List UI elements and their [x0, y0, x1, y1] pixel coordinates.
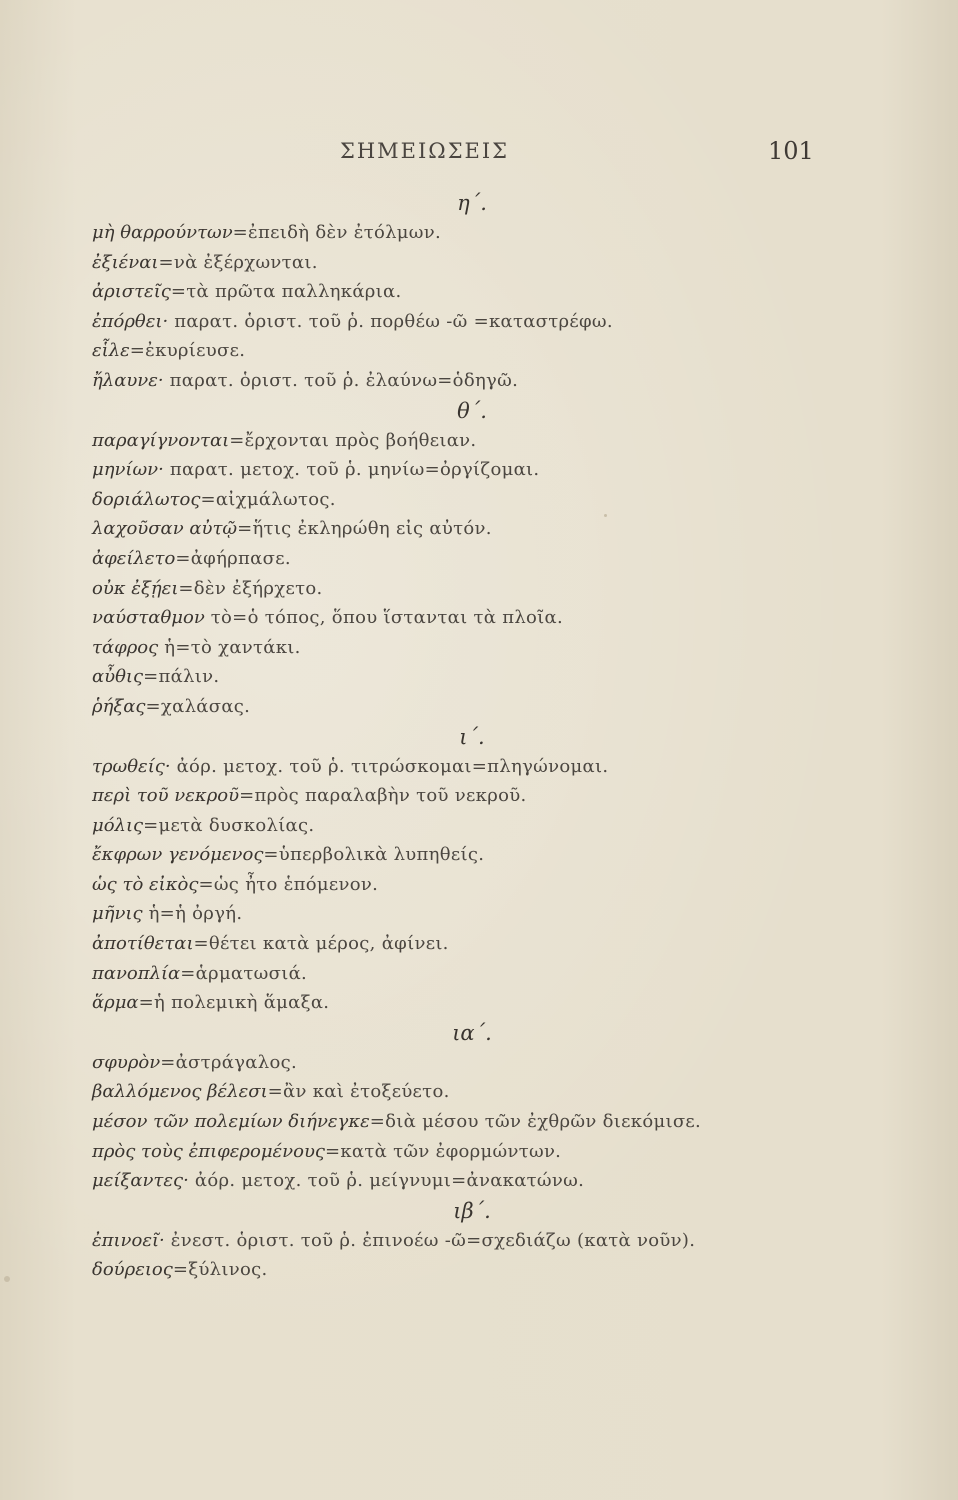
gloss-entry: [92, 1107, 852, 1137]
entry-lemma: ναύσταθμον: [92, 607, 205, 629]
gloss-entry: [92, 485, 852, 515]
gloss-entry: [92, 781, 852, 811]
gloss-entry: [92, 692, 852, 722]
entry-gloss: =χαλάσας.: [145, 695, 251, 717]
entry-lemma: περὶ τοῦ νεκροῦ: [92, 785, 240, 807]
page-number: 101: [768, 137, 814, 165]
section-heading: ι΄.: [459, 724, 485, 749]
entry-gloss: =ἂν καὶ ἐτοξεύετο.: [267, 1081, 450, 1103]
entry-gloss: τὸ=ὁ τόπος, ὅπου ἵστανται τὰ πλοῖα.: [204, 607, 564, 629]
paper-spot: [4, 1276, 10, 1282]
gloss-entry: [92, 899, 852, 929]
entry-lemma: σφυρὸν: [92, 1051, 161, 1073]
page-header: [0, 135, 958, 175]
entry-gloss: ἀόρ. μετοχ. τοῦ ῥ. μείγνυμι=ἀνακατώνω.: [188, 1170, 585, 1192]
gloss-entry: [92, 544, 852, 574]
entry-lemma: ὡς τὸ εἰκὸς: [92, 873, 199, 895]
entry-gloss: =ἔρχονται πρὸς βοήθειαν.: [229, 429, 477, 451]
section-heading: η΄.: [457, 191, 487, 215]
gloss-entry: [92, 1048, 852, 1078]
entry-lemma: οὐκ ἐξῄει: [92, 577, 179, 599]
running-head: ΣΗΜΕΙΩΣΕΙΣ: [340, 139, 510, 163]
gloss-entry: [92, 1166, 852, 1196]
entry-gloss: =ἥτις ἐκληρώθη εἰς αὐτόν.: [237, 518, 492, 540]
gloss-entry: [92, 840, 852, 870]
entry-gloss: =μετὰ δυσκολίας.: [143, 814, 315, 836]
entry-gloss: =ἀφήρπασε.: [175, 547, 291, 569]
entry-gloss: =κατὰ τῶν ἐφορμώντων.: [324, 1140, 562, 1162]
entry-lemma: πρὸς τοὺς ἐπιφερομένους: [92, 1140, 325, 1162]
entry-gloss: παρατ. μετοχ. τοῦ ῥ. μηνίω=ὀργίζομαι.: [163, 459, 540, 481]
entry-lemma: ἀφείλετο: [92, 547, 176, 569]
entry-gloss: =ἀστράγαλος.: [160, 1051, 297, 1073]
entry-lemma: ἀποτίθεται: [92, 933, 194, 955]
entry-gloss: =δὲν ἐξήρχετο.: [178, 577, 323, 599]
entry-gloss: ἡ=ἡ ὀργή.: [142, 903, 243, 925]
entry-lemma: ἐπόρθει·: [92, 310, 169, 332]
gloss-entry: [92, 811, 852, 841]
entry-lemma: ἐξιέναι: [92, 251, 159, 273]
gloss-entry: [92, 277, 852, 307]
entry-lemma: μείξαντες·: [92, 1170, 189, 1192]
entry-lemma: ἐπινοεῖ·: [92, 1229, 165, 1251]
gloss-entry: [92, 426, 852, 456]
entry-lemma: τάφρος: [92, 636, 159, 658]
entry-lemma: μὴ θαρρούντων: [92, 222, 233, 243]
gloss-entry: [92, 1226, 852, 1256]
gloss-entry: [92, 1077, 852, 1107]
gloss-entry: [92, 662, 852, 692]
entry-lemma: δοριάλωτος: [92, 488, 201, 510]
entry-lemma: ἀριστεῖς: [92, 281, 171, 303]
entry-gloss: =πρὸς παραλαβὴν τοῦ νεκροῦ.: [239, 785, 527, 807]
gloss-entry: [92, 514, 852, 544]
entry-gloss: παρατ. ὁριστ. τοῦ ῥ. πορθέω -ῶ =καταστρέφω.: [168, 310, 613, 332]
entry-lemma: ἤλαυνε·: [92, 369, 164, 391]
entry-lemma: μηνίων·: [92, 459, 164, 481]
entry-gloss: =ἐπειδὴ δὲν ἐτόλμων.: [232, 222, 442, 243]
entry-lemma: μόλις: [92, 814, 144, 836]
entry-gloss: ἀόρ. μετοχ. τοῦ ῥ. τιτρώσκομαι=πληγώνομαι.: [170, 755, 609, 777]
entry-lemma: λαχοῦσαν αὐτῷ: [92, 518, 238, 540]
paper-spot: [604, 514, 607, 517]
entry-gloss: =ὑπερβολικὰ λυπηθείς.: [263, 844, 485, 866]
entry-gloss: =θέτει κατὰ μέρος, ἀφίνει.: [193, 933, 449, 955]
entry-gloss: =διὰ μέσου τῶν ἐχθρῶν διεκόμισε.: [369, 1111, 702, 1133]
entry-gloss: =ἁρματωσιά.: [180, 962, 308, 984]
gloss-entry: [92, 870, 852, 900]
entry-lemma: μῆνις: [92, 903, 143, 925]
gloss-entry: [92, 752, 852, 782]
entry-lemma: παραγίγνονται: [92, 429, 230, 451]
entry-gloss: ἡ=τὸ χαντάκι.: [158, 636, 301, 658]
entry-gloss: =ἡ πολεμικὴ ἅμαξα.: [138, 992, 330, 1014]
entry-gloss: παρατ. ὁριστ. τοῦ ῥ. ἐλαύνω=ὁδηγῶ.: [163, 369, 519, 391]
entry-lemma: ἅρμα: [92, 992, 139, 1014]
entry-lemma: βαλλόμενος βέλεσι: [92, 1081, 268, 1103]
gloss-entry: [92, 603, 852, 633]
gloss-entry: [92, 307, 852, 337]
section-heading: ιβ΄.: [453, 1198, 491, 1223]
notes-body: [92, 188, 852, 1285]
gloss-entry: [92, 929, 852, 959]
gloss-entry: [92, 366, 852, 396]
entry-lemma: αὖθις: [92, 666, 144, 688]
entry-lemma: ῥήξας: [92, 695, 146, 717]
gloss-entry: [92, 959, 852, 989]
section-heading: ια΄.: [452, 1020, 492, 1045]
gloss-entry: [92, 455, 852, 485]
entry-gloss: =ὡς ἦτο ἑπόμενον.: [198, 873, 379, 895]
gloss-entry: [92, 1137, 852, 1167]
section-heading: θ΄.: [457, 398, 487, 423]
entry-gloss: =ξύλινος.: [172, 1259, 268, 1281]
gloss-entry: [92, 336, 852, 366]
entry-gloss: =τὰ πρῶτα παλληκάρια.: [170, 281, 402, 303]
gloss-entry: [92, 248, 852, 278]
entry-gloss: =αἰχμάλωτος.: [200, 488, 336, 510]
gloss-entry: [92, 574, 852, 604]
gloss-entry: [92, 633, 852, 663]
entry-lemma: ἔκφρων γενόμενος: [92, 844, 264, 866]
entry-lemma: εἷλε: [92, 340, 130, 362]
entry-gloss: ἐνεστ. ὁριστ. τοῦ ῥ. ἐπινοέω -ῶ=σχεδιάζω (κατὰ νοῦν).: [164, 1229, 696, 1251]
entry-lemma: τρωθείς·: [92, 755, 171, 777]
entry-lemma: δούρειος: [92, 1259, 173, 1281]
entry-gloss: =πάλιν.: [143, 666, 220, 688]
entry-gloss: =ἐκυρίευσε.: [129, 340, 246, 362]
entry-lemma: μέσον τῶν πολεμίων διήνεγκε: [92, 1111, 370, 1133]
entry-lemma: πανοπλία: [92, 962, 181, 984]
gloss-entry: [92, 218, 852, 248]
gloss-entry: [92, 988, 852, 1018]
gloss-entry: [92, 1255, 852, 1285]
entry-gloss: =νὰ ἐξέρχωνται.: [158, 251, 318, 273]
